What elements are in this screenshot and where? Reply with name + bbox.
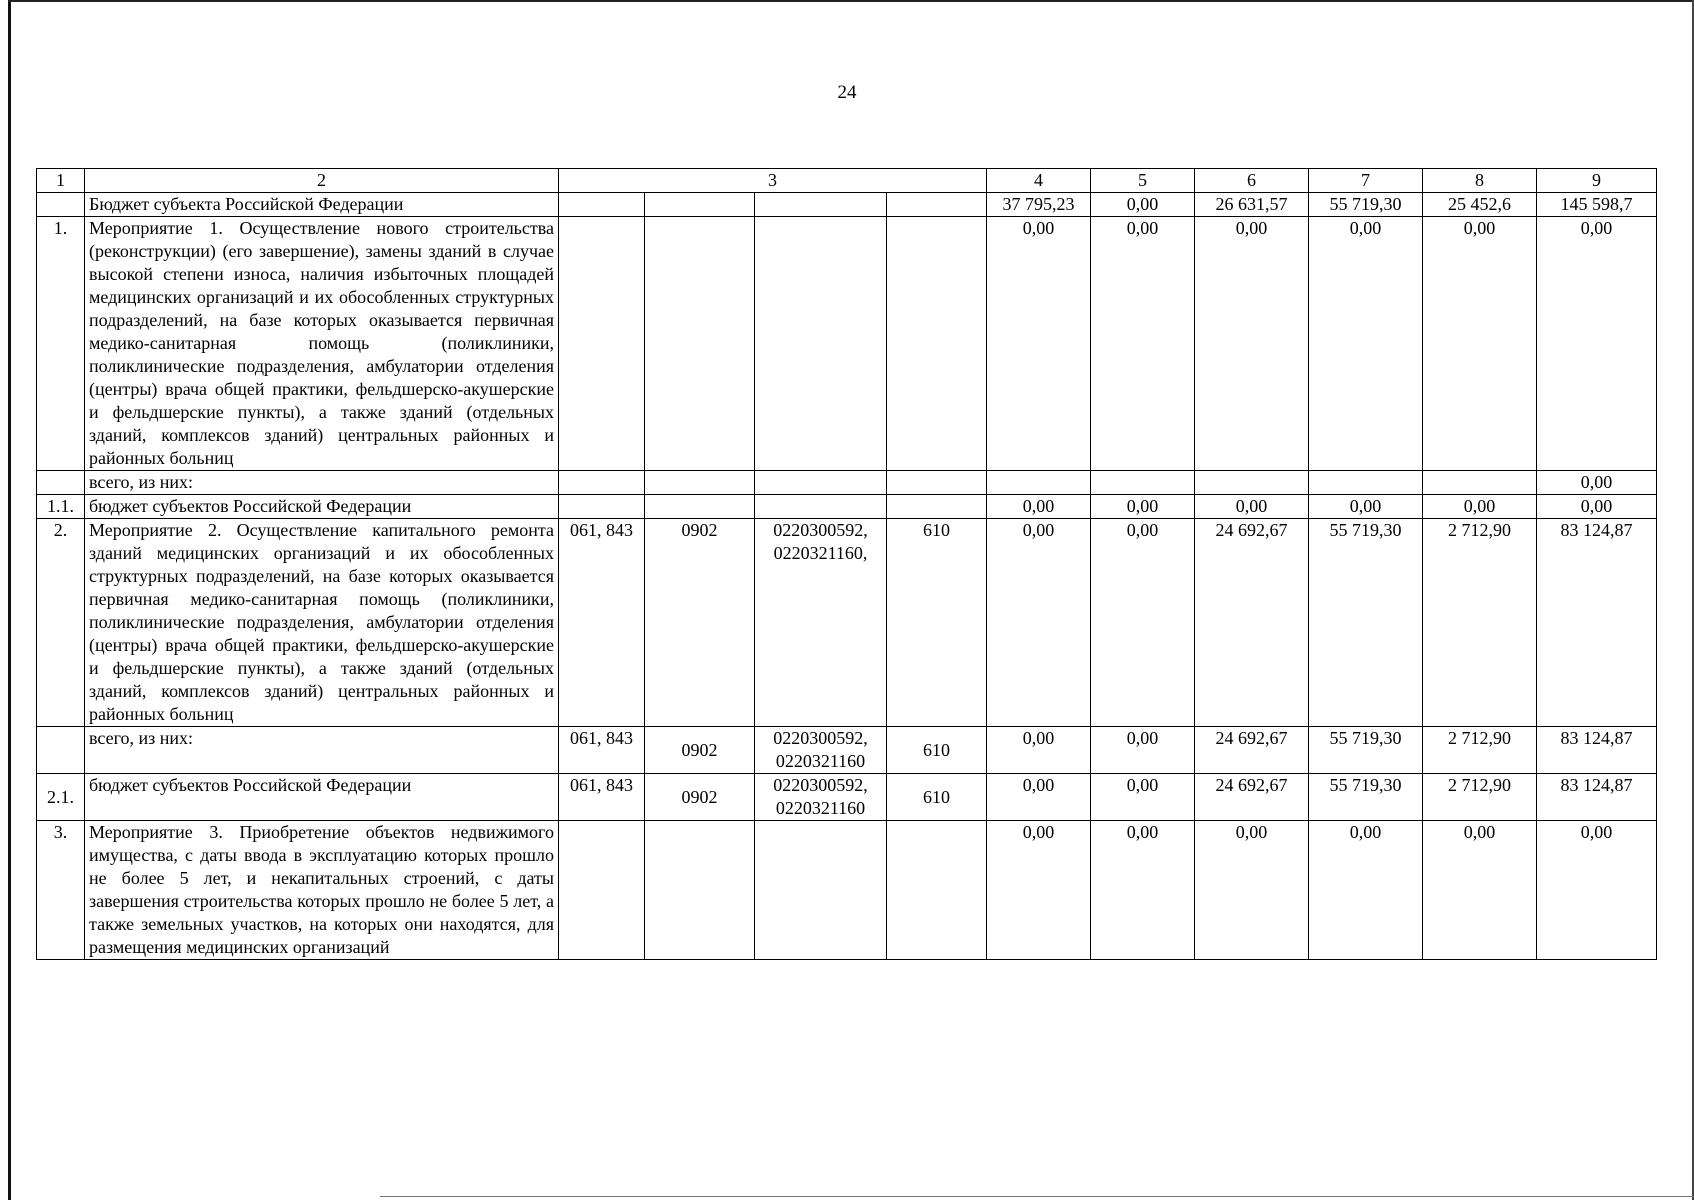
grbs-code <box>559 495 645 519</box>
row-name: Бюджет субъекта Российской Федерации <box>85 193 559 217</box>
value-col4: 0,00 <box>987 727 1091 774</box>
value-col9: 83 124,87 <box>1537 519 1657 727</box>
value-col7: 55 719,30 <box>1309 519 1423 727</box>
rz-code <box>645 495 755 519</box>
table-row <box>37 727 1657 774</box>
value-col4: 0,00 <box>987 495 1091 519</box>
value-col4: 0,00 <box>987 217 1091 471</box>
vr-code <box>887 471 987 495</box>
row-name: Мероприятие 1. Осуществление нового строительства (реконструкции) (его завершение), замены зданий в случае высокой степени износа, наличия избыточных площадей медицинских организаций и их обособленных структурных подразделений, на базе которых оказывается первичная медико-санитарная помощь (поликлиники, поликлинические подразделения, амбулатории отделения (центры) врача общей практики, фельдшерско-акушерские и фельдшерские пункты), а также зданий (отдельных зданий, комплексов зданий) центральных районных и районных больниц <box>85 217 559 471</box>
rz-code <box>645 217 755 471</box>
row-name: бюджет субъектов Российской Федерации <box>85 495 559 519</box>
grbs-code <box>559 193 645 217</box>
table-row <box>37 471 1657 495</box>
value-col5: 0,00 <box>1091 519 1195 727</box>
header-cell: 9 <box>1537 169 1657 193</box>
value-col7: 0,00 <box>1309 217 1423 471</box>
header-cell: 6 <box>1195 169 1309 193</box>
grbs-code <box>559 821 645 960</box>
csr-code: 0220300592, 0220321160 <box>755 727 887 774</box>
value-col8 <box>1423 471 1537 495</box>
vr-code <box>887 495 987 519</box>
value-col6 <box>1195 471 1309 495</box>
value-col4 <box>987 471 1091 495</box>
value-col5: 0,00 <box>1091 727 1195 774</box>
row-name: Мероприятие 2. Осуществление капитального ремонта зданий медицинских организаций и их обособленных структурных подразделений, на базе которых оказывается первичная медико-санитарная помощь (поликлиники, поликлинические подразделения, амбулатории отделения (центры) врача общей практики, фельдшерско-акушерские и фельдшерские пункты), а также зданий (отдельных зданий, комплексов зданий) центральных районных и районных больниц <box>85 519 559 727</box>
value-col7: 55 719,30 <box>1309 727 1423 774</box>
value-col6: 0,00 <box>1195 217 1309 471</box>
value-col5: 0,00 <box>1091 495 1195 519</box>
row-number: 2. <box>37 519 85 727</box>
budget-table <box>36 168 1657 960</box>
grbs-code: 061, 843 <box>559 727 645 774</box>
value-col4: 0,00 <box>987 519 1091 727</box>
table-row <box>37 774 1657 821</box>
table-row <box>37 519 1657 727</box>
row-number: 2.1. <box>37 774 85 821</box>
header-cell: 2 <box>85 169 559 193</box>
header-cell: 8 <box>1423 169 1537 193</box>
value-col7 <box>1309 471 1423 495</box>
value-col5: 0,00 <box>1091 193 1195 217</box>
grbs-code <box>559 471 645 495</box>
value-col6: 24 692,67 <box>1195 519 1309 727</box>
header-cell: 1 <box>37 169 85 193</box>
vr-code <box>887 821 987 960</box>
value-col8: 0,00 <box>1423 821 1537 960</box>
page-number: 24 <box>837 82 857 103</box>
value-col8: 0,00 <box>1423 495 1537 519</box>
csr-code <box>755 193 887 217</box>
value-col5: 0,00 <box>1091 774 1195 821</box>
table-row <box>37 217 1657 471</box>
value-col9: 145 598,7 <box>1537 193 1657 217</box>
scan-edge-top <box>8 0 1694 2</box>
header-cell: 7 <box>1309 169 1423 193</box>
vr-code <box>887 217 987 471</box>
value-col8: 0,00 <box>1423 217 1537 471</box>
table-row <box>37 193 1657 217</box>
table-row <box>37 495 1657 519</box>
value-col7: 0,00 <box>1309 821 1423 960</box>
value-col5 <box>1091 471 1195 495</box>
row-name: всего, из них: <box>85 471 559 495</box>
grbs-code: 061, 843 <box>559 774 645 821</box>
vr-code: 610 <box>887 519 987 727</box>
rz-code <box>645 471 755 495</box>
row-number: 1. <box>37 217 85 471</box>
rz-code <box>645 193 755 217</box>
row-number <box>37 193 85 217</box>
value-col6: 24 692,67 <box>1195 774 1309 821</box>
vr-code <box>887 193 987 217</box>
value-col9: 0,00 <box>1537 495 1657 519</box>
header-cell: 4 <box>987 169 1091 193</box>
value-col6: 0,00 <box>1195 495 1309 519</box>
value-col7: 55 719,30 <box>1309 193 1423 217</box>
row-number <box>37 471 85 495</box>
row-number: 3. <box>37 821 85 960</box>
row-number: 1.1. <box>37 495 85 519</box>
csr-code: 0220300592, 0220321160 <box>755 774 887 821</box>
grbs-code: 061, 843 <box>559 519 645 727</box>
value-col4: 37 795,23 <box>987 193 1091 217</box>
value-col9: 0,00 <box>1537 471 1657 495</box>
csr-code <box>755 821 887 960</box>
value-col5: 0,00 <box>1091 217 1195 471</box>
table-row <box>37 821 1657 960</box>
csr-code: 0220300592, 0220321160, <box>755 519 887 727</box>
row-name: всего, из них: <box>85 727 559 774</box>
csr-code <box>755 217 887 471</box>
vr-code: 610 <box>887 727 987 774</box>
value-col8: 2 712,90 <box>1423 774 1537 821</box>
value-col9: 83 124,87 <box>1537 774 1657 821</box>
table-header-row <box>37 169 1657 193</box>
row-name: бюджет субъектов Российской Федерации <box>85 774 559 821</box>
value-col9: 83 124,87 <box>1537 727 1657 774</box>
value-col6: 0,00 <box>1195 821 1309 960</box>
grbs-code <box>559 217 645 471</box>
rz-code: 0902 <box>645 774 755 821</box>
value-col6: 26 631,57 <box>1195 193 1309 217</box>
scan-edge-bottom <box>380 1196 1694 1197</box>
value-col8: 25 452,6 <box>1423 193 1537 217</box>
row-name: Мероприятие 3. Приобретение объектов недвижимого имущества, с даты ввода в эксплуатацию которых прошло не более 5 лет, и некапитальных строений, с даты завершения строительства которых прошло не более 5 лет, а также земельных участков, на которых они находятся, для размещения медицинских организаций <box>85 821 559 960</box>
header-cell: 3 <box>559 169 987 193</box>
value-col8: 2 712,90 <box>1423 727 1537 774</box>
scan-edge-left <box>8 0 11 1200</box>
row-number <box>37 727 85 774</box>
value-col9: 0,00 <box>1537 217 1657 471</box>
rz-code: 0902 <box>645 519 755 727</box>
vr-code: 610 <box>887 774 987 821</box>
value-col7: 55 719,30 <box>1309 774 1423 821</box>
value-col6: 24 692,67 <box>1195 727 1309 774</box>
value-col8: 2 712,90 <box>1423 519 1537 727</box>
csr-code <box>755 471 887 495</box>
header-cell: 5 <box>1091 169 1195 193</box>
value-col5: 0,00 <box>1091 821 1195 960</box>
csr-code <box>755 495 887 519</box>
rz-code <box>645 821 755 960</box>
value-col7: 0,00 <box>1309 495 1423 519</box>
rz-code: 0902 <box>645 727 755 774</box>
value-col9: 0,00 <box>1537 821 1657 960</box>
value-col4: 0,00 <box>987 774 1091 821</box>
value-col4: 0,00 <box>987 821 1091 960</box>
